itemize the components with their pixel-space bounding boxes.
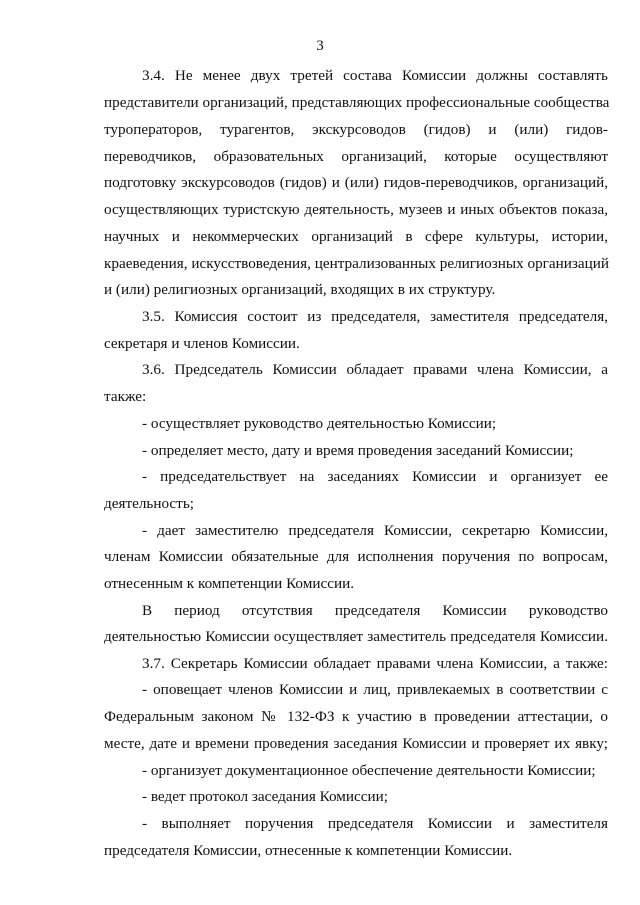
- text-line: Федеральным законом № 132-ФЗ к участию в проведении аттестации, о: [104, 708, 608, 725]
- text-line: осуществляющих туристскую деятельность, музеев и иных объектов показа,: [104, 201, 608, 218]
- text-line: деятельностью Комиссии осуществляет заместитель председателя Комиссии.: [104, 628, 608, 645]
- text-line: - ведет протокол заседания Комиссии;: [142, 788, 388, 805]
- text-line: членам Комиссии обязательные для исполнения поручения по вопросам,: [104, 548, 608, 565]
- text-line: туроператоров, турагентов, экскурсоводов (гидов) и (или) гидов-: [104, 121, 608, 138]
- text-line: В период отсутствия председателя Комиссии руководство: [142, 602, 608, 619]
- text-line: - определяет место, дату и время проведения заседаний Комиссии;: [142, 442, 574, 459]
- text-line: 3.6. Председатель Комиссии обладает правами члена Комиссии, а: [142, 361, 608, 378]
- text-line: - осуществляет руководство деятельностью Комиссии;: [142, 415, 497, 432]
- text-line: председателя Комиссии, отнесенные к компетенции Комиссии.: [104, 842, 513, 859]
- text-line: - выполняет поручения председателя Комиссии и заместителя: [142, 815, 608, 832]
- text-line: и (или) религиозных организаций, входящих в их структуру.: [104, 281, 496, 298]
- text-line: - организует документационное обеспечение деятельности Комиссии;: [142, 762, 596, 779]
- text-line: секретаря и членов Комиссии.: [104, 335, 300, 352]
- page-number: 3: [316, 38, 324, 54]
- text-line: 3.4. Не менее двух третей состава Комиссии должны составлять: [142, 67, 608, 84]
- text-line: 3.7. Секретарь Комиссии обладает правами члена Комиссии, а также:: [142, 655, 608, 672]
- text-line: отнесенным к компетенции Комиссии.: [104, 575, 355, 592]
- text-line: представители организаций, представляющих профессиональные сообщества: [104, 94, 610, 111]
- text-line: месте, дате и времени проведения заседания Комиссии и проверяет их явку;: [104, 735, 608, 752]
- text-line: - дает заместителю председателя Комиссии, секретарю Комиссии,: [142, 522, 608, 539]
- text-line: - оповещает членов Комиссии и лиц, привлекаемых в соответствии с: [142, 681, 608, 698]
- text-line: переводчиков, образовательных организаций, которые осуществляют: [104, 148, 608, 165]
- text-line: также:: [104, 388, 147, 405]
- text-line: подготовку экскурсоводов (гидов) и (или) гидов-переводчиков, организаций,: [104, 174, 608, 191]
- text-line: научных и некоммерческих организаций в сфере культуры, истории,: [104, 228, 608, 245]
- text-line: деятельность;: [104, 495, 194, 512]
- text-line: краеведения, искусствоведения, централизованных религиозных организаций: [104, 255, 610, 272]
- text-line: 3.5. Комиссия состоит из председателя, заместителя председателя,: [142, 308, 608, 325]
- text-line: - председательствует на заседаниях Комиссии и организует ее: [142, 468, 608, 485]
